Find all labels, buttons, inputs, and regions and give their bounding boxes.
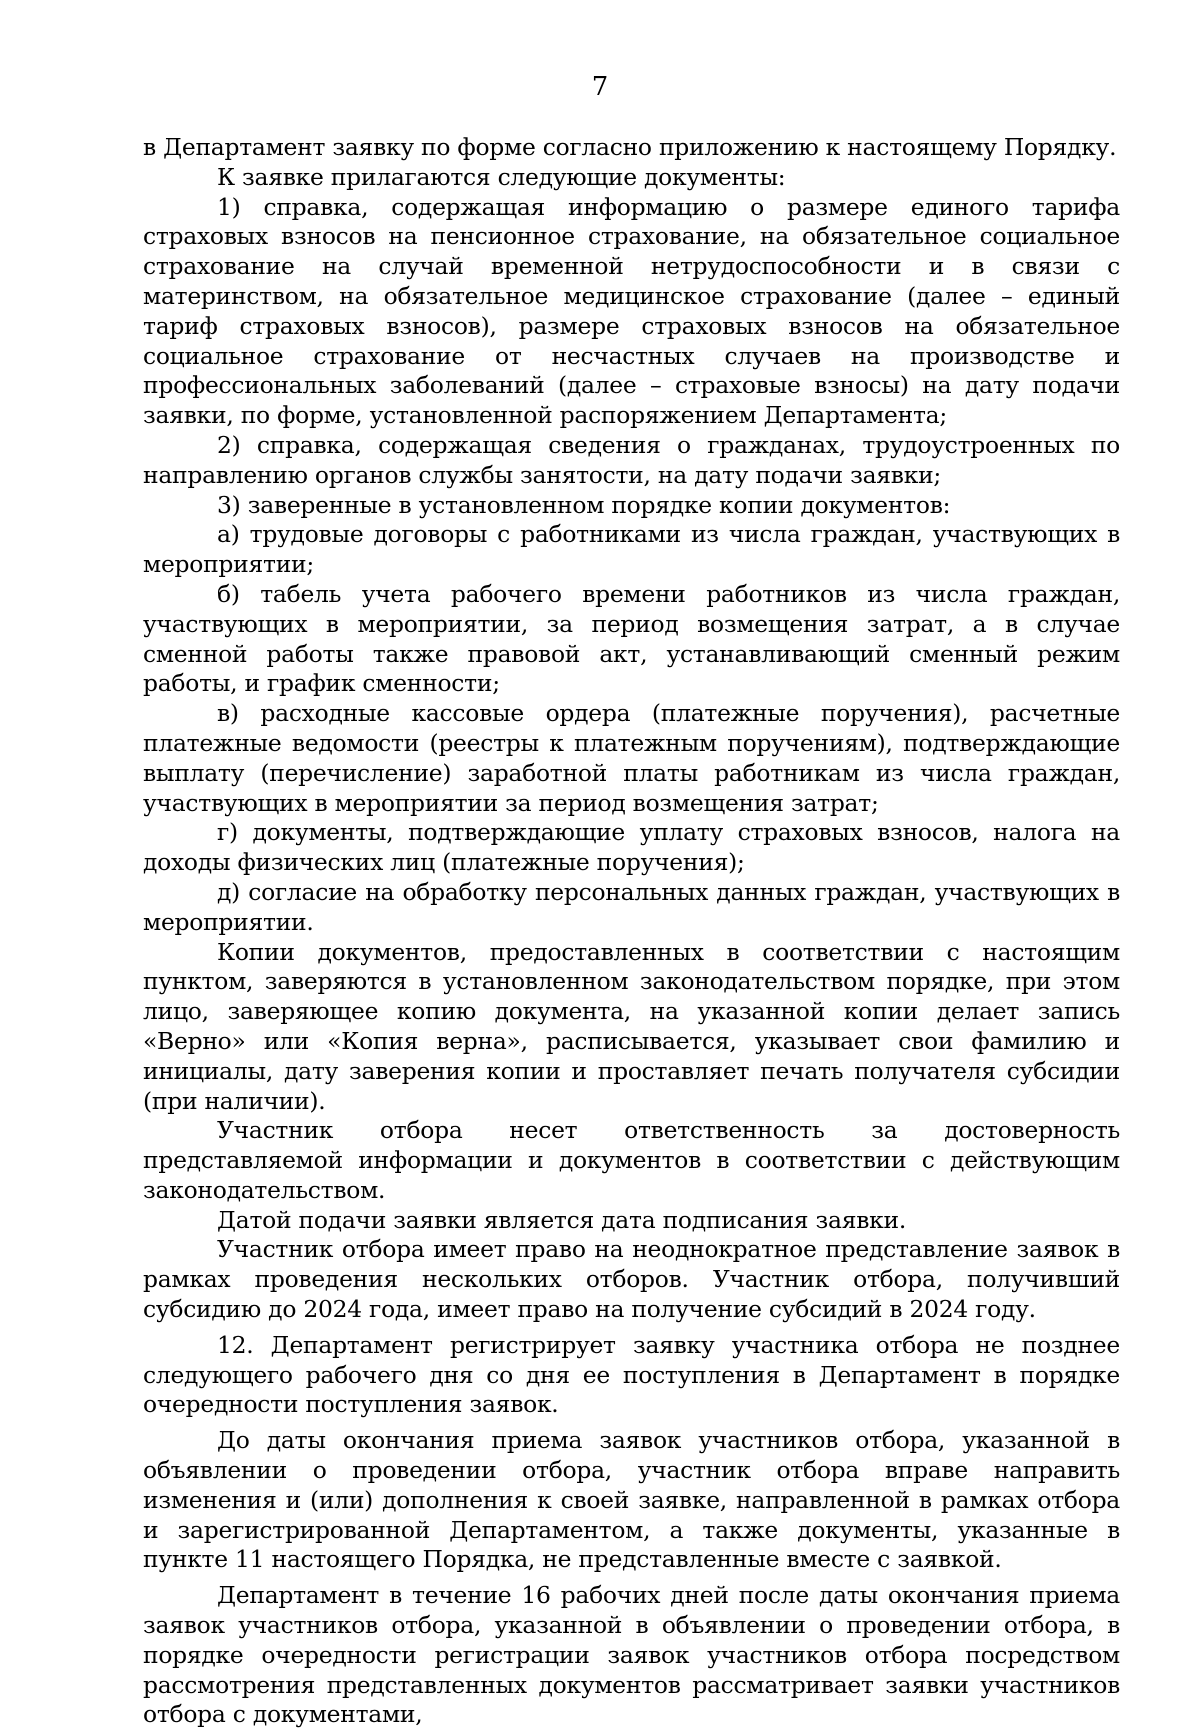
paragraph: К заявке прилагаются следующие документы:	[217, 162, 786, 191]
paragraph: Датой подачи заявки является дата подписания заявки.	[217, 1205, 907, 1234]
list-item: 1) справка, содержащая информацию о размере единого тарифа страховых взносов на пенсионное страхование, на обязательное социальное страхование на случай временной нетрудоспособности и в связи с материнством, на обязательное медицинское страхование (далее – единый тариф страховых взносов), размере страховых взносов на обязательное социальное страхование от несчастных случаев на производстве и профессиональных заболеваний (далее – страховые взносы) на дату подачи заявки, по форме, установленной распоряжением Департамента;	[143, 192, 1120, 430]
list-item: г) документы, подтверждающие уплату страховых взносов, налога на доходы физических лиц (платежные поручения);	[143, 818, 1120, 877]
list-item: 2) справка, содержащая сведения о гражданах, трудоустроенных по направлению органов службы занятости, на дату подачи заявки;	[143, 430, 1120, 489]
paragraph: Участник отбора несет ответственность за достоверность представляемой информации и документов в соответствии с действующим законодательством.	[143, 1116, 1120, 1204]
list-item: в) расходные кассовые ордера (платежные поручения), расчетные платежные ведомости (реестры к платежным поручениям), подтверждающие выплату (перечисление) заработной платы работникам из числа граждан, участвующих в мероприятии за период возмещения затрат;	[143, 699, 1120, 817]
list-item: 3) заверенные в установленном порядке копии документов:	[217, 490, 951, 519]
paragraph: Департамент в течение 16 рабочих дней после даты окончания приема заявок участников отбора, указанной в объявлении о проведении отбора, в порядке очередности регистрации заявок участников отбора посредством рассмотрения представленных документов рассматривает заявки участников отбора с документами,	[143, 1581, 1120, 1729]
list-item: д) согласие на обработку персональных данных граждан, участвующих в мероприятии.	[143, 877, 1120, 936]
list-item: а) трудовые договоры с работниками из числа граждан, участвующих в мероприятии;	[143, 520, 1120, 579]
paragraph: Копии документов, предоставленных в соответствии с настоящим пунктом, заверяются в установленном законодательством порядке, при этом лицо, заверяющее копию документа, на указанной копии делает запись «Верно» или «Копия верна», расписывается, указывает свои фамилию и инициалы, дату заверения копии и проставляет печать получателя субсидии (при наличии).	[143, 937, 1120, 1115]
paragraph: Участник отбора имеет право на неоднократное представление заявок в рамках проведения нескольких отборов. Участник отбора, получивший субсидию до 2024 года, имеет право на получение субсидий в 2024 году.	[143, 1235, 1120, 1324]
paragraph: в Департамент заявку по форме согласно приложению к настоящему Порядку.	[143, 133, 1117, 161]
numbered-clause: 12. Департамент регистрирует заявку участника отбора не позднее следующего рабочего дня со дня ее поступления в Департамент в порядке очередности поступления заявок.	[143, 1330, 1120, 1419]
page-number: 7	[591, 72, 609, 102]
document-body	[143, 133, 1120, 1730]
list-item: б) табель учета рабочего времени работников из числа граждан, участвующих в мероприятии, за период возмещения затрат, а в случае сменной работы также правовой акт, устанавливающий сменный режим работы, и график сменности;	[143, 579, 1120, 698]
paragraph: До даты окончания приема заявок участников отбора, указанной в объявлении о проведении отбора, участник отбора вправе направить изменения и (или) дополнения к своей заявке, направленной в рамках отбора и зарегистрированной Департаментом, а также документы, указанные в пункте 11 настоящего Порядка, не представленные вместе с заявкой.	[143, 1426, 1120, 1574]
